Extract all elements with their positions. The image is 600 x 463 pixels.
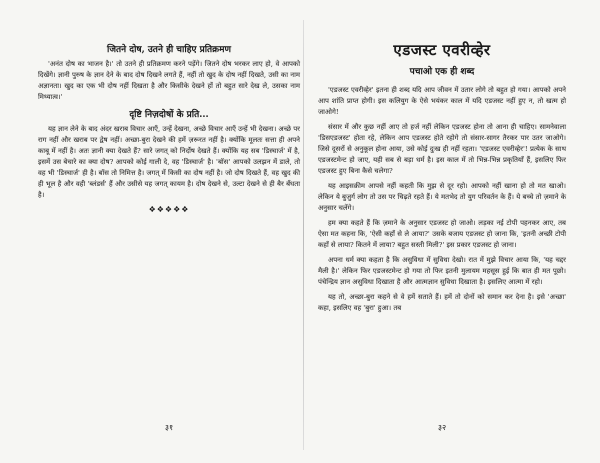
paragraph: 'एडजस्ट एवरीव्हेर' इतना ही शब्द यदि आप जीवन में उतार लोगे तो बहुत हो गया। आपको अपने आप शांति प्राप्त होगी। इस कलियुग के ऐसे भयंकर काल में यदि एडजस्ट नहीं हुए न, तो खत्म हो जाओगे! bbox=[318, 86, 566, 116]
paragraph: अपना धर्म क्या कहता है कि असुविधा में सुविधा देखो। रात में मुझे विचार आया कि, 'यह चद्दर मैली है।' लेकिन फिर एडजस्टमेन्ट हो गया तो फिर इतनी मुलायम महसूस हुई कि बात ही मत पूछो। पंचेन्द्रिय ज्ञान असुविधा दिखाता है और आत्मज्ञान सुविधा दिखाता है। इसलिए आत्मा में रहो। bbox=[318, 256, 566, 286]
page-number-right: ३२ bbox=[437, 423, 447, 432]
paragraph: हम क्या कहते हैं कि ज़माने के अनुसार एडजस्ट हो जाओ। लड़का नई टोपी पहनकर आए, तब ऐसा मत कहना कि, 'ऐसी कहाँ से ले आया?' उसके बजाय एडजस्ट हो जाना कि, 'इतनी अच्छी टोपी कहाँ से लाया? कितने में लाया? बहुत सस्ती मिली?' इस प्रकार एडजस्ट हो जाना। bbox=[318, 219, 566, 249]
paragraph: यह ज्ञान लेने के बाद अंदर खराब विचार आएँ, उन्हें देखना, अच्छे विचार आएँ उन्हें भी देखना। अच्छे पर राग नहीं और खराब पर द्वेष नहीं। अच्छा-बुरा देखने की हमें ज़रूरत नहीं है। क्योंकि मूलतः सत्ता ही अपने काबू में नहीं है। अतः ज्ञानी क्या देखते हैं? सारे जगत् को निर्दोष देखते हैं। क्योंकि यह सब 'डिस्चार्ज' में है, इसमें उस बेचारे का क्या दोष? आपको कोई गाली दे, वह 'डिस्चार्ज' है। 'बॉस' आपको उलझन में डाले, तो वह भी 'डिस्चार्ज' ही है। बॉस तो निमित्त है। जगत् में किसी का दोष नहीं है। जो दोष दिखते हैं, वह खुद की ही भूल है और वही 'ब्लंडर्स' हैं और उसीसे यह जगत् कायम है। दोष देखने से, उल्टा देखने से ही बैर बँधता है। bbox=[38, 125, 300, 199]
paragraph: यह आइसक्रीम आपसे नहीं कहती कि मुझ से दूर रहो। आपको नहीं खाना हो तो मत खाओ। लेकिन ये बुजुर्ग लोग तो उस पर चिढ़ते रहते हैं। ये मतभेद तो युग परिवर्तन के हैं। ये बच्चे तो ज़माने के अनुसार चलेंगे। bbox=[318, 182, 566, 212]
section-heading-pratikraman: जितने दोष, उतने ही चाहिए प्रतिक्रमण bbox=[107, 45, 231, 55]
ornament-divider: ❖❖❖❖❖ bbox=[148, 205, 190, 214]
chapter-subtitle: पचाओ एक ही शब्द bbox=[409, 67, 475, 77]
left-page bbox=[38, 0, 300, 463]
chapter-title: एडजस्ट एवरीव्हेर bbox=[393, 41, 491, 59]
paragraph: 'अनंत दोष का भाजन है।' तो उतने ही प्रतिक्रमण करने पड़ेंगे। जितने दोष भरकर लाए हो, वे आपको दिखेंगे। ज्ञानी पुरुष के ज्ञान देने के बाद दोष दिखने लगते हैं, नहीं तो खुद के दोष नहीं दिखते, उसी का नाम अज्ञानता। खुद का एक भी दोष नहीं दिखता है और किसीके देखने हों तो बहुत सारे देख ले, उसका नाम मिथ्यात्व।' bbox=[38, 60, 300, 101]
book-gutter bbox=[303, 20, 304, 450]
section-heading-nijdosh: दृष्टि निज़दोषों के प्रति... bbox=[129, 110, 209, 120]
paragraph: संसार में और कुछ नहीं आए तो हर्ज नहीं लेकिन एडजस्ट होना तो आना ही चाहिए। सामनेवाला 'डिसएडजस्ट' होता रहे, लेकिन आप एडजस्ट होते रहोगे तो संसार-सागर तैरकर पार उतर जाओगे। जिसे दूसरों से अनुकूल होना आया, उसे कोई दुःख ही नहीं रहता। 'एडजस्ट एवरीव्हेर'! प्रत्येक के साथ एडजस्टमेन्ट हो जाए, यही सब से बड़ा धर्म है। इस काल में तो भिन्न-भिन्न प्रकृतियाँ हैं, इसलिए फिर एडजस्ट हुए बिना कैसे चलेगा? bbox=[318, 123, 566, 175]
page-number-left: ३१ bbox=[164, 423, 174, 432]
right-page bbox=[318, 0, 566, 463]
paragraph: यह तो, अच्छा-बुरा कहने से वे हमें सताते हैं। हमें तो दोनों को समान कर देना है। इसे 'अच्छा' कहा, इसलिए वह 'बुरा' हुआ। तब bbox=[318, 293, 566, 312]
